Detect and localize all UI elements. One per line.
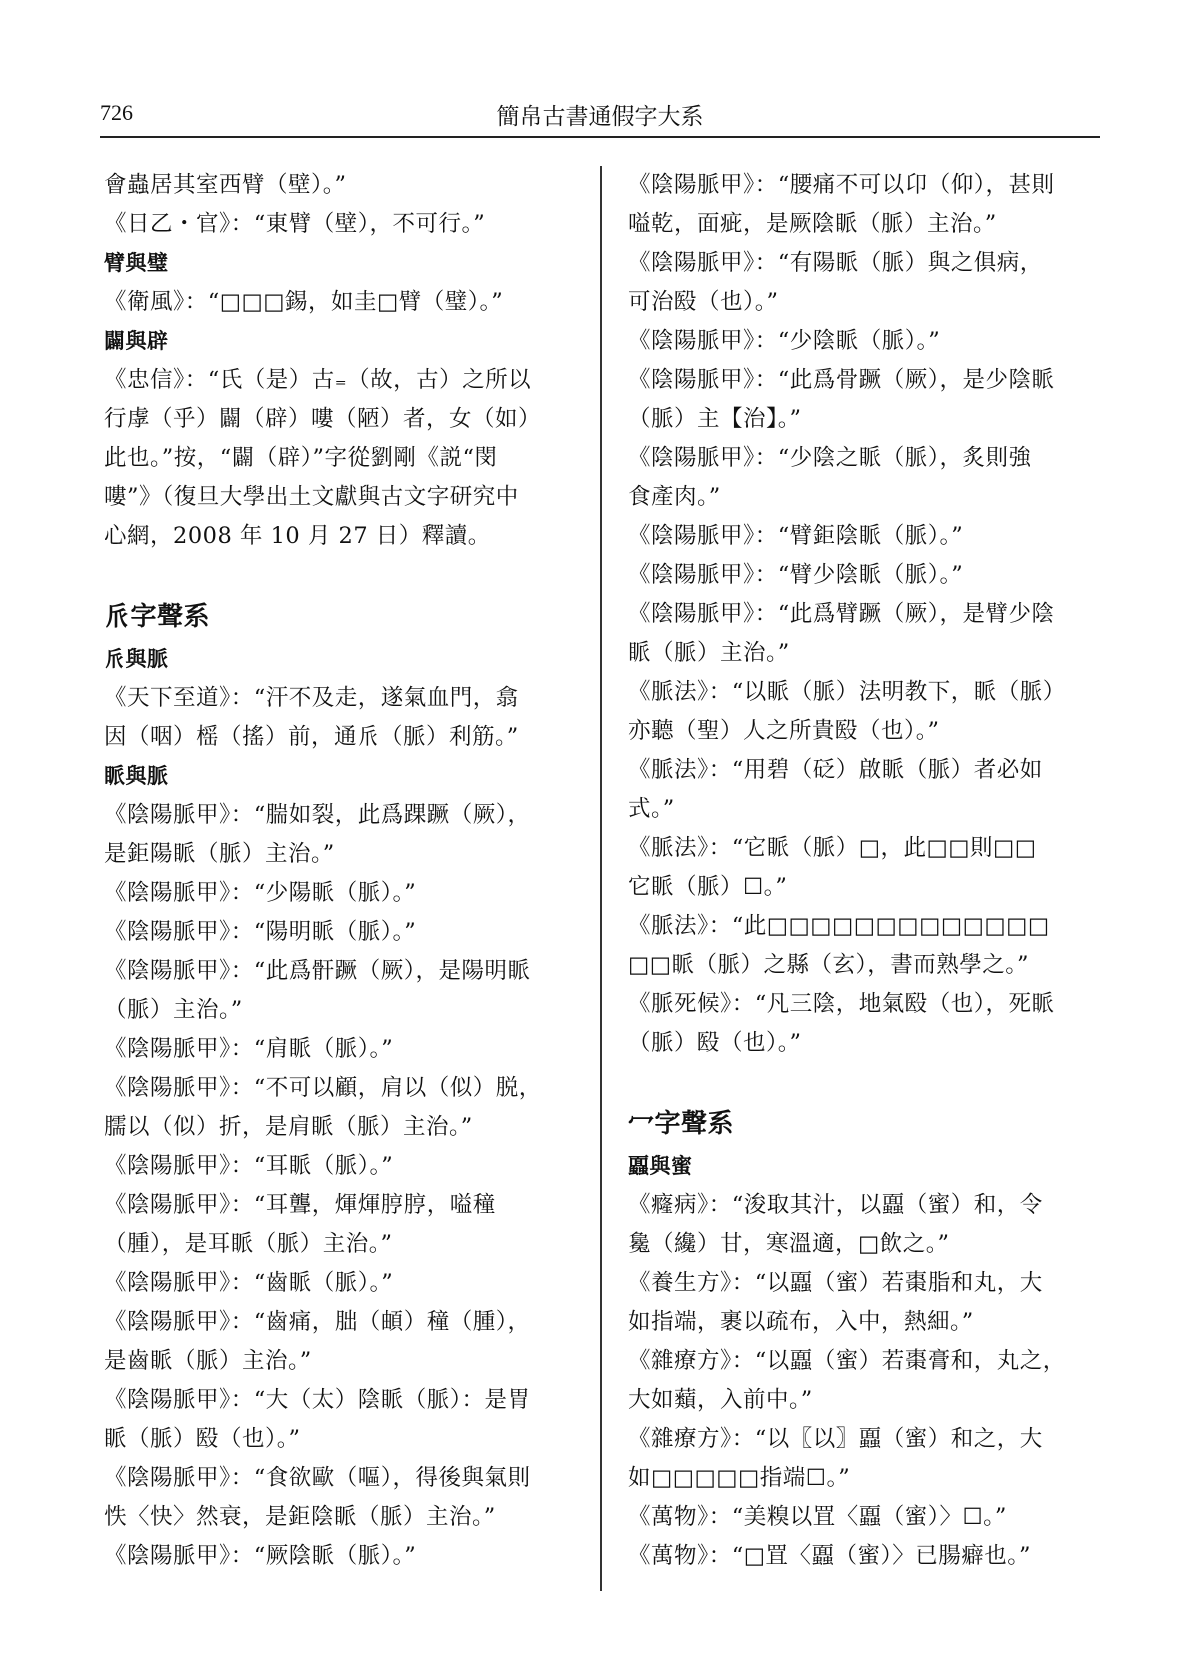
- text-line: 如指端，裹以疏布，入中，熱細。”: [628, 1309, 974, 1335]
- text-line: 《陰陽脈甲》：“齒痛，朏（頔）穜（腫），: [104, 1309, 531, 1335]
- text-line: 怢〈快〉然衰，是鉅陰眽（脈）主治。”: [104, 1504, 496, 1530]
- text-line: 《陰陽脈甲》：“陽明眽（脈）。”: [104, 919, 417, 945]
- text-line: 《陰陽脈甲》：“食欲歐（嘔），得後與氣則: [104, 1465, 531, 1491]
- text-line: 臑以（似）折，是肩眽（脈）主治。”: [104, 1114, 473, 1140]
- text-line: 《陰陽脈甲》：“不可以顧，肩以（似）脱，: [104, 1075, 542, 1101]
- text-line: 《雜療方》：“以蠠（蜜）若棗膏和，丸之，: [628, 1348, 1066, 1374]
- text-line: 心網，2008 年 10 月 27 日）釋讀。: [104, 523, 491, 549]
- text-line: 《雜療方》：“以〖以〗蠠（蜜）和之，大: [628, 1426, 1043, 1452]
- text-line: 《陰陽脈甲》：“腨如裂，此爲踝蹶（厥），: [104, 802, 531, 828]
- text-line: 《陰陽脈甲》：“有陽眽（脈）與之俱病，: [628, 250, 1043, 276]
- section-heading: 𠂢字聲系: [104, 602, 211, 632]
- text-line: 毚（纔）甘，寒溫適，□飲之。”: [628, 1231, 950, 1257]
- text-line: 《脈法》：“此□□□□□□□□□□□□□: [628, 913, 1050, 939]
- right-column: [628, 166, 1088, 1576]
- subheading: 蠠與蜜: [628, 1154, 693, 1178]
- text-line: 行虖（乎）闢（辟）嘍（陋）者，女（如）: [104, 406, 542, 432]
- text-line: 《養生方》：“以蠠（蜜）若棗脂和丸，大: [628, 1270, 1043, 1296]
- subheading: 闢與辟: [104, 329, 169, 353]
- section-heading: 冖字聲系: [628, 1109, 735, 1139]
- section-gap: [628, 1063, 1088, 1101]
- text-line: 可治殹（也）。”: [628, 289, 779, 315]
- text-line: 如□□□□□指端☐。”: [628, 1465, 851, 1491]
- text-line: 《脈死候》：“凡三陰，地氣殹（也），死眽: [628, 991, 1055, 1017]
- text-line: 亦聽（聖）人之所貴殹（也）。”: [628, 718, 940, 744]
- text-line: 嘍”》（復旦大學出土文獻與古文字研究中: [104, 484, 519, 510]
- text-line: （腫），是耳眽（脈）主治。”: [104, 1231, 393, 1257]
- subheading: 眽與脈: [104, 764, 169, 788]
- text-line: 《陰陽脈甲》：“此爲臂蹶（厥），是臂少陰: [628, 601, 1055, 627]
- text-line: 《脈法》：“用碧（砭）啟眽（脈）者必如: [628, 757, 1043, 783]
- text-line: 《天下至道》：“汗不及走，遂氣血門，翕: [104, 685, 519, 711]
- subheading: 𠂢與脈: [104, 647, 169, 671]
- text-line: 《陰陽脈甲》：“肩眽（脈）。”: [104, 1036, 394, 1062]
- text-line: （脈）殹（也）。”: [628, 1030, 802, 1056]
- text-line: 是齒眽（脈）主治。”: [104, 1348, 312, 1374]
- text-line: （脈）主【治】。”: [628, 406, 802, 432]
- text-line: 《陰陽脈甲》：“少陽眽（脈）。”: [104, 880, 417, 906]
- text-line: □□眽（脈）之縣（玄），書而熟學之。”: [628, 952, 1030, 978]
- text-line: 《日乙・官》：“東臂（壁），不可行。”: [104, 211, 486, 237]
- page-number: 726: [100, 100, 133, 125]
- section-gap: [104, 556, 564, 594]
- text-line: 《陰陽脈甲》：“此爲骨蹶（厥），是少陰眽: [628, 367, 1055, 393]
- text-line: 《萬物》：“美糗以罝〈蠠（蜜）〉☐。”: [628, 1504, 1007, 1530]
- text-line: 《忠信》：“氏（是）古₌（故，古）之所以: [104, 367, 532, 393]
- text-line: 眽（脈）主治。”: [628, 640, 790, 666]
- text-line: 式。”: [628, 796, 675, 822]
- running-title: 簡帛古書通假字大系: [496, 104, 704, 130]
- text-line: 《陰陽脈甲》：“少陰眽（脈）。”: [628, 328, 941, 354]
- column-divider: [600, 166, 602, 1591]
- text-line: 因（咽）榣（搖）前，通𠂢（脈）利筋。”: [104, 724, 519, 750]
- text-line: 《脈法》：“以眽（脈）法明教下，眽（脈）: [628, 679, 1066, 705]
- text-line: 《衛風》：“□□□錫，如圭□臂（璧）。”: [104, 289, 504, 315]
- text-line: 它眽（脈）☐。”: [628, 874, 788, 900]
- text-line: 《陰陽脈甲》：“臂少陰眽（脈）。”: [628, 562, 964, 588]
- text-line: 《陰陽脈甲》：“腰痛不可以卬（仰），甚則: [628, 172, 1055, 198]
- text-line: 《陰陽脈甲》：“耳聾，煇煇脝脝，嗌穜: [104, 1192, 496, 1218]
- text-line: 《陰陽脈甲》：“耳眽（脈）。”: [104, 1153, 394, 1179]
- text-line: 此也。”按，“闢（辟）”字從劉剛《説“閔: [104, 445, 498, 471]
- text-line: 食產肉。”: [628, 484, 721, 510]
- text-line: 嗌乾，面疵，是厥陰眽（脈）主治。”: [628, 211, 997, 237]
- text-line: 《陰陽脈甲》：“臂鉅陰眽（脈）。”: [628, 523, 964, 549]
- left-column: [104, 166, 564, 1576]
- text-line: 《陰陽脈甲》：“少陰之眽（脈），炙則強: [628, 445, 1032, 471]
- subheading: 臂與璧: [104, 251, 169, 275]
- text-line: 《陰陽脈甲》：“齒眽（脈）。”: [104, 1270, 394, 1296]
- text-line: 《萬物》：“□罝〈蠠（蜜）〉已腸癖也。”: [628, 1543, 1032, 1569]
- text-line: 《脈法》：“它眽（脈）□，此□□則□□: [628, 835, 1037, 861]
- text-line: 是鉅陽眽（脈）主治。”: [104, 841, 335, 867]
- text-line: 《癃病》：“浚取其汁，以蠠（蜜）和，令: [628, 1192, 1043, 1218]
- text-line: 會蟲居其室西臂（壁）。”: [104, 172, 347, 198]
- text-line: 《陰陽脈甲》：“此爲骭蹶（厥），是陽明眽: [104, 958, 531, 984]
- text-line: （脈）主治。”: [104, 997, 243, 1023]
- text-line: 眽（脈）殹（也）。”: [104, 1426, 301, 1452]
- text-line: 大如蘱，入前中。”: [628, 1387, 813, 1413]
- header-rule: [100, 136, 1100, 138]
- text-line: 《陰陽脈甲》：“大（太）陰眽（脈）：是胃: [104, 1387, 531, 1413]
- page-header: [100, 96, 1100, 136]
- text-line: 《陰陽脈甲》：“厥陰眽（脈）。”: [104, 1543, 417, 1569]
